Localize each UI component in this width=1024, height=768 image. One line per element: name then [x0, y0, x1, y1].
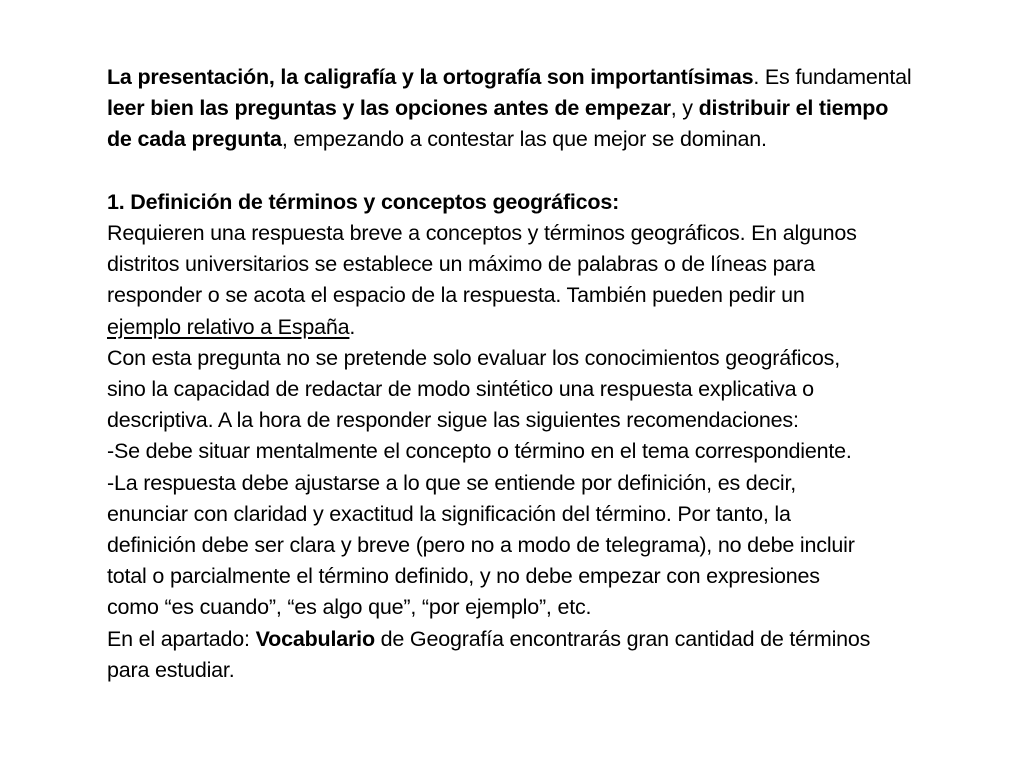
- closing-text-c: de Geografía encontrarás gran cantidad de términos: [374, 626, 871, 651]
- recommendation-2-line-4: total o parcialmente el término definido, y no debe empezar con expresiones: [107, 564, 820, 589]
- recommendation-1: -Se debe situar mentalmente el concepto o término en el tema correspondiente.: [107, 439, 852, 464]
- intro-line-2: [107, 93, 987, 124]
- recommendation-2-line-2: enunciar con claridad y exactitud la significación del término. Por tanto, la: [107, 501, 791, 526]
- vocabulario-bold: Vocabulario: [255, 626, 375, 651]
- paragraph-1-line-3: responder o se acota el espacio de la respuesta. También pueden pedir un: [107, 283, 805, 308]
- paragraph-2-line-2: sino la capacidad de redactar de modo sintético una respuesta explicativa o: [107, 377, 814, 402]
- paragraph-2-line-3: descriptiva. A la hora de responder sigue las siguientes recomendaciones:: [107, 408, 799, 433]
- intro-text-1: . Es fundamental: [753, 65, 912, 89]
- paragraph-1-period: .: [349, 314, 356, 339]
- intro-bold-2: leer bien las preguntas y las opciones antes de empezar: [107, 96, 671, 121]
- closing-text-a: En el apartado:: [107, 626, 256, 651]
- paragraph-1-line-4: [107, 312, 987, 343]
- paragraph-1-line-1: Requieren una respuesta breve a conceptos y términos geográficos. En algunos: [107, 221, 857, 245]
- recommendation-2-line-1: -La respuesta debe ajustarse a lo que se entiende por definición, es decir,: [107, 470, 796, 495]
- section-heading: [107, 187, 987, 218]
- recommendation-2-line-5: como “es cuando”, “es algo que”, “por ejemplo”, etc.: [107, 595, 592, 620]
- example-spain-underlined: ejemplo relativo a España: [107, 314, 350, 339]
- paragraph-spacer: [107, 156, 987, 187]
- intro-text-2: , y: [670, 96, 699, 121]
- intro-bold-4: de cada pregunta: [107, 127, 282, 152]
- intro-line-1: [107, 62, 987, 93]
- closing-line-1: [107, 624, 987, 655]
- intro-bold-1: La presentación, la caligrafía y la ortografía son importantísimas: [107, 65, 754, 89]
- paragraph-1-line-2: distritos universitarios se establece un máximo de palabras o de líneas para: [107, 252, 815, 277]
- closing-line-2: para estudiar.: [107, 657, 235, 682]
- paragraph-2-line-1: Con esta pregunta no se pretende solo evaluar los conocimientos geográficos,: [107, 345, 840, 370]
- recommendation-2-line-3: definición debe ser clara y breve (pero no a modo de telegrama), no debe incluir: [107, 533, 855, 558]
- intro-line-3: [107, 124, 987, 155]
- section-heading-text: 1. Definición de términos y conceptos geográficos:: [107, 189, 620, 214]
- intro-bold-3: distribuir el tiempo: [698, 96, 889, 121]
- slide-text-body: [107, 62, 987, 686]
- intro-text-3: , empezando a contestar las que mejor se dominan.: [281, 127, 767, 152]
